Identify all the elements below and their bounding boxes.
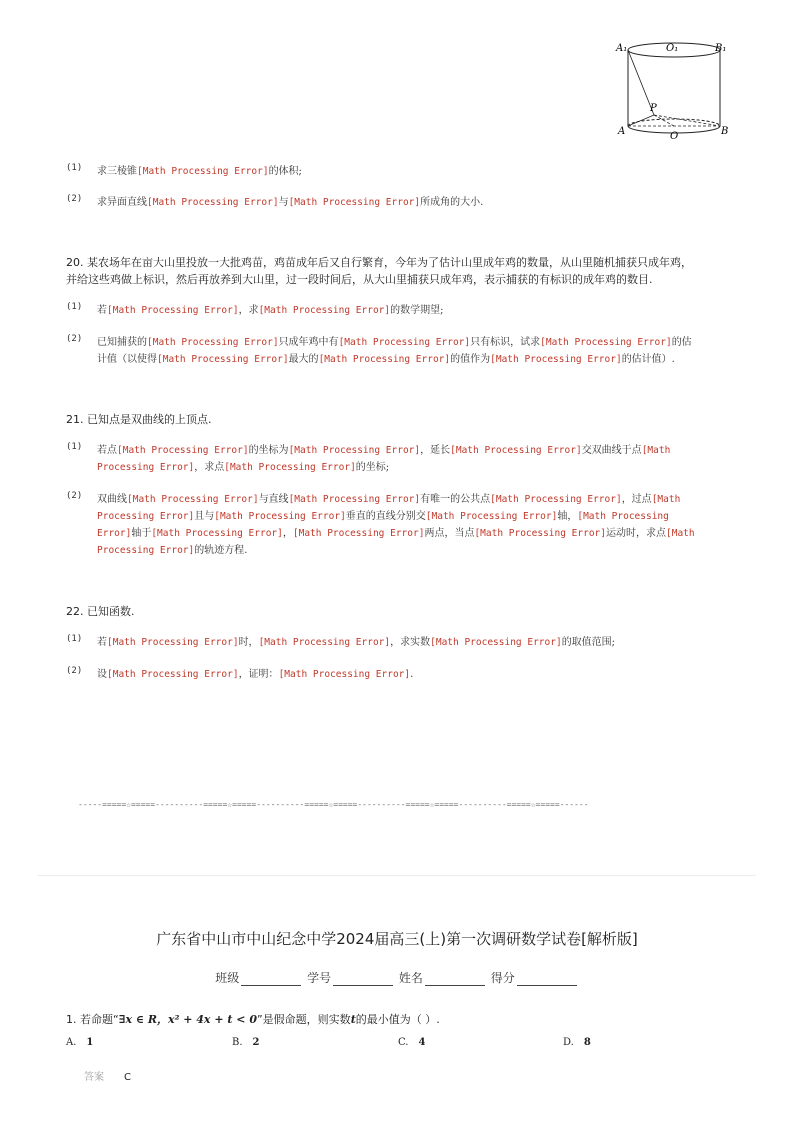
q20-part-1: (1) 若[Math Processing Error]，求[Math Processing Error]的数学期望; (66, 302, 444, 316)
name-blank (425, 973, 485, 986)
segment-ap (628, 115, 654, 126)
name-label: 姓名 (398, 971, 423, 985)
q22-part-2: (2) 设[Math Processing Error]，证明：[Math Processing Error]. (66, 666, 414, 680)
page-title: 广东省中山市中山纪念中学2024届高三(上)第一次调研数学试卷[解析版] (156, 930, 638, 948)
option-b[interactable]: B. 2 (232, 1037, 260, 1048)
class-label: 班级 (215, 971, 240, 985)
option-d[interactable]: D. 8 (563, 1037, 591, 1048)
label-b1: B₁ (715, 43, 727, 54)
score-blank (517, 973, 577, 986)
q1-answer: 答案 C (84, 1072, 131, 1083)
id-blank (333, 973, 393, 986)
id-label: 学号 (307, 971, 332, 985)
cylinder-figure (614, 38, 734, 142)
q19-part-2: (2) 求异面直线[Math Processing Error]与[Math Processing Error]所成角的大小. (66, 194, 484, 208)
option-c[interactable]: C. 4 (398, 1037, 426, 1048)
q1-stem: 1. 若命题“∃x ∈ R，x² + 4x + t < 0”是假命题，则实数t的最小值为（ ）. (66, 1013, 440, 1026)
label-a1: A₁ (616, 43, 628, 54)
q22-stem: 22. 已知函数. (66, 605, 135, 618)
q21-part-2: (2) 双曲线[Math Processing Error]与直线[Math Processing Error]有唯一的公共点[Math Processing Error]，过点[Math Processing Error]且与[Math Processing Error]垂直的直线分别交[Math Processing Error]轴，[Math Processing Error]轴于[Math Processing Error]，[Math Processing Error]两点，当点[Math Processing Error]运动时，求点[Math Processing Error]的轨迹方程. (66, 491, 695, 556)
label-b: B (721, 126, 729, 137)
q21-stem: 21. 已知点是双曲线的上顶点. (66, 413, 212, 426)
q20-stem-line2: 并给这些鸡做上标识，然后再放养到大山里，过一段时间后，从大山里捕获只成年鸡，表示捕获的有标识的成年鸡的数目. (66, 273, 653, 286)
label-a: A (618, 126, 626, 137)
option-a[interactable]: A. 1 (66, 1037, 94, 1048)
answer-value: C (124, 1072, 131, 1083)
page-divider: -----=====☆=====----------=====☆=====----------=====☆=====----------=====☆=====----------=====☆=====------ (78, 800, 589, 809)
label-p: P (650, 103, 657, 114)
student-info-line (0, 969, 794, 986)
label-o: O (670, 131, 679, 142)
q19-part-1: (1) 求三棱锥[Math Processing Error]的体积; (66, 163, 302, 177)
score-label: 得分 (490, 971, 515, 985)
q1-math: ∃x ∈ R，x² + 4x + t < 0 (118, 1013, 257, 1026)
class-blank (241, 973, 301, 986)
q20-stem-line1: 20. 某农场年在亩大山里投放一大批鸡苗，鸡苗成年后又自行繁育，今年为了估计山里成年鸡的数量，从山里随机捕获只成年鸡， (66, 256, 692, 269)
q22-part-1: (1) 若[Math Processing Error]时，[Math Processing Error]，求实数[Math Processing Error]的取值范围; (66, 634, 616, 648)
page-separator-line (38, 875, 756, 876)
label-o1: O₁ (666, 43, 679, 54)
q21-part-1: (1) 若点[Math Processing Error]的坐标为[Math Processing Error]，延长[Math Processing Error]交双曲线于点[Math Processing Error]，求点[Math Processing Error]的坐标; (66, 442, 671, 473)
q20-part-2: (2) 已知捕获的[Math Processing Error]只成年鸡中有[Math Processing Error]只有标识，试求[Math Processing Error]的估 计值（以使得[Math Processing Error]最大的[Math Processing Error]的值作为[Math Processing Error]的估计值）. (66, 334, 692, 365)
